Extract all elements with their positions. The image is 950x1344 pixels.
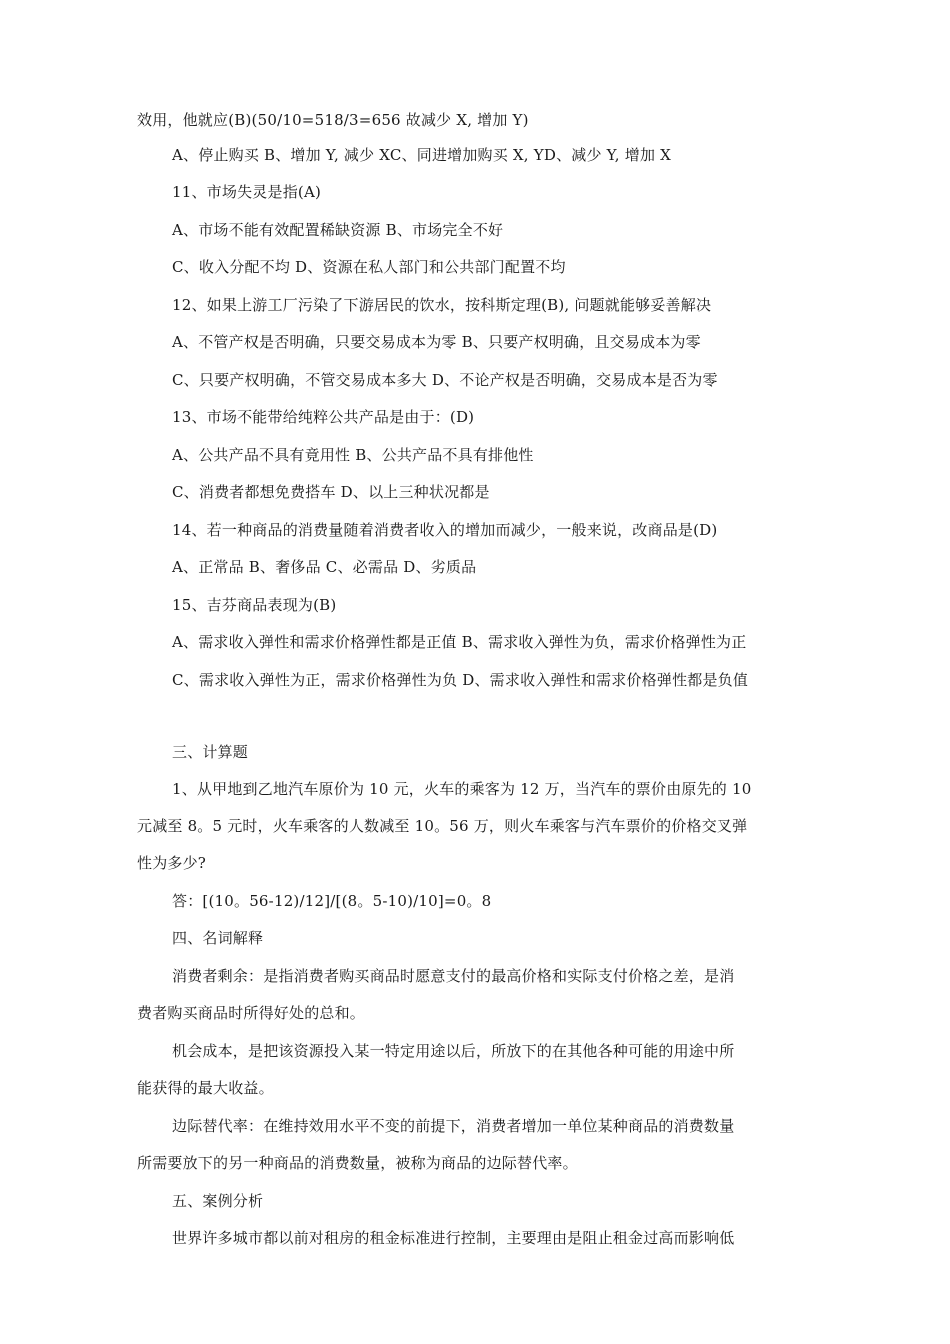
definition-line: 消费者剩余：是指消费者购买商品时愿意支付的最高价格和实际支付价格之差，是消: [172, 967, 735, 985]
question-line: 性为多少?: [137, 854, 207, 872]
option-line: A、不管产权是否明确，只要交易成本为零 B、只要产权明确，且交易成本为零: [172, 333, 701, 351]
option-line: C、收入分配不均 D、资源在私人部门和公共部门配置不均: [172, 258, 566, 276]
paragraph-line: 世界许多城市都以前对租房的租金标准进行控制，主要理由是阻止租金过高而影响低: [172, 1229, 735, 1247]
section-heading: 五、案例分析: [172, 1192, 264, 1210]
definition-line: 所需要放下的另一种商品的消费数量，被称为商品的边际替代率。: [137, 1154, 578, 1172]
question-line: 15、吉芬商品表现为(B): [172, 596, 337, 614]
question-line: 14、若一种商品的消费量随着消费者收入的增加而减少，一般来说，改商品是(D): [172, 521, 718, 539]
definition-line: 能获得的最大收益。: [137, 1079, 274, 1097]
definition-line: 费者购买商品时所得好处的总和。: [137, 1004, 366, 1022]
question-line: 12、如果上游工厂污染了下游居民的饮水，按科斯定理(B), 问题就能够妥善解决: [172, 296, 712, 314]
question-line: 元减至 8。5 元时，火车乘客的人数减至 10。56 万，则火车乘客与汽车票价的价格交叉弹: [137, 817, 748, 835]
definition-line: 边际替代率：在维持效用水平不变的前提下，消费者增加一单位某种商品的消费数量: [172, 1117, 735, 1135]
option-line: A、市场不能有效配置稀缺资源 B、市场完全不好: [172, 221, 504, 239]
section-heading: 四、名词解释: [172, 929, 264, 947]
question-line: 1、从甲地到乙地汽车原价为 10 元，火车的乘客为 12 万，当汽车的票价由原先的 10: [172, 780, 752, 798]
text-line: A、停止购买 B、增加 Y, 减少 XC、同进增加购买 X, YD、减少 Y, 增加 X: [172, 146, 671, 164]
option-line: A、需求收入弹性和需求价格弹性都是正值 B、需求收入弹性为负，需求价格弹性为正: [172, 633, 747, 651]
option-line: A、正常品 B、奢侈品 C、必需品 D、劣质品: [172, 558, 477, 576]
question-line: 11、市场失灵是指(A): [172, 183, 322, 201]
option-line: C、只要产权明确，不管交易成本多大 D、不论产权是否明确，交易成本是否为零: [172, 371, 718, 389]
definition-line: 机会成本，是把该资源投入某一特定用途以后，所放下的在其他各种可能的用途中所: [172, 1042, 735, 1060]
section-heading: 三、计算题: [172, 743, 249, 761]
option-line: C、需求收入弹性为正，需求价格弹性为负 D、需求收入弹性和需求价格弹性都是负值: [172, 671, 749, 689]
option-line: A、公共产品不具有竟用性 B、公共产品不具有排他性: [172, 446, 534, 464]
question-line: 13、市场不能带给纯粹公共产品是由于：(D): [172, 408, 475, 426]
option-line: C、消费者都想免费搭车 D、以上三种状况都是: [172, 483, 490, 501]
text-line: 效用，他就应(B)(50/10=518/3=656 故减少 X, 增加 Y): [137, 111, 529, 129]
answer-line: 答：[(10。56-12)/12]/[(8。5-10)/10]=0。8: [172, 892, 492, 910]
